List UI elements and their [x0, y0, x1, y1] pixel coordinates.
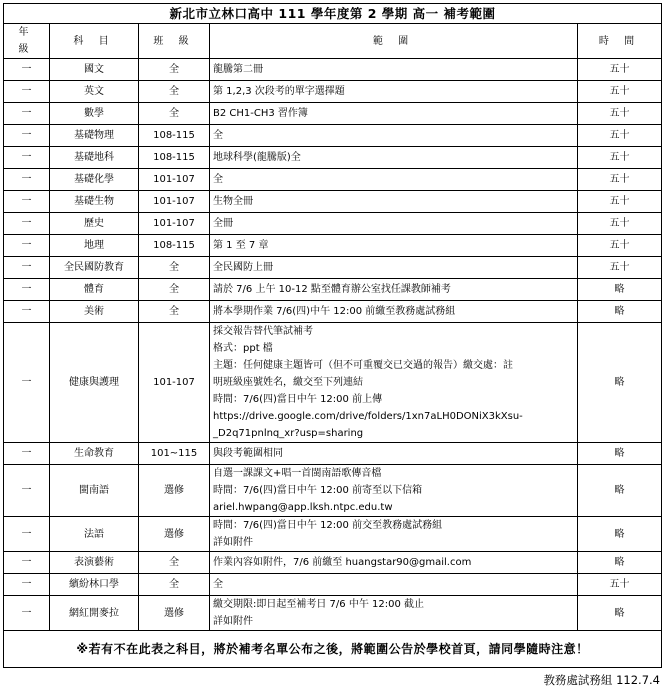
scope-line: https://drive.google.com/drive/folders/1xn7aLH0DONiX3kXsu-	[213, 411, 523, 422]
cell-grade: 一	[4, 596, 50, 631]
notice-text: ※若有不在此表之科目，將於補考名單公布之後，將範圍公告於學校首頁，請同學隨時注意！	[4, 631, 662, 668]
header-row	[4, 24, 662, 59]
table-row	[4, 301, 662, 323]
cell-time: 五十	[578, 235, 662, 257]
exam-document	[3, 3, 661, 668]
cell-class: 全	[139, 279, 210, 301]
cell-grade: 一	[4, 574, 50, 596]
scope-line: 詳如附件	[213, 616, 253, 627]
scope-line: 主題：任何健康主題皆可（但不可重覆交已交過的報告）繳交處：註	[213, 360, 513, 371]
cell-scope	[210, 301, 578, 323]
header-class: 班 級	[139, 24, 210, 59]
cell-grade: 一	[4, 125, 50, 147]
cell-grade: 一	[4, 323, 50, 443]
cell-time: 五十	[578, 81, 662, 103]
cell-time: 略	[578, 279, 662, 301]
scope-line: 與段考範圍相同	[213, 448, 283, 459]
table-row	[4, 257, 662, 279]
scope-line: 詳如附件	[213, 537, 253, 548]
footer-signature: 教務處試務組 112.7.4	[543, 673, 660, 687]
cell-time: 五十	[578, 59, 662, 81]
table-row	[4, 213, 662, 235]
cell-grade: 一	[4, 103, 50, 125]
scope-line: 作業內容如附件，7/6 前繳至 huangstar90@gmail.com	[213, 557, 472, 568]
cell-class: 全	[139, 81, 210, 103]
cell-subject: 閩南語	[50, 465, 139, 517]
table-row	[4, 465, 662, 517]
cell-grade: 一	[4, 147, 50, 169]
cell-grade: 一	[4, 552, 50, 574]
scope-line: 龍騰第二冊	[213, 64, 263, 75]
cell-grade: 一	[4, 257, 50, 279]
cell-grade: 一	[4, 81, 50, 103]
cell-grade: 一	[4, 443, 50, 465]
scope-line: ariel.hwpang@app.lksh.ntpc.edu.tw	[213, 502, 393, 513]
cell-class: 101-107	[139, 323, 210, 443]
cell-grade: 一	[4, 59, 50, 81]
cell-scope	[210, 103, 578, 125]
cell-time: 略	[578, 596, 662, 631]
scope-line: B2 CH1-CH3 習作簿	[213, 108, 308, 119]
scope-line: 時間：7/6(四)當日中午 12:00 前寄至以下信箱	[213, 485, 423, 496]
scope-line: 第 1 至 7 章	[213, 240, 269, 251]
cell-subject: 網紅開麥拉	[50, 596, 139, 631]
cell-class: 108-115	[139, 147, 210, 169]
scope-line: 繳交期限:即日起至補考日 7/6 中午 12:00 截止	[213, 599, 424, 610]
cell-time: 五十	[578, 147, 662, 169]
table-row	[4, 552, 662, 574]
scope-line: 生物全冊	[213, 196, 253, 207]
note-row	[4, 631, 662, 668]
cell-subject: 基礎物理	[50, 125, 139, 147]
cell-class: 全	[139, 103, 210, 125]
scope-line: 自選一課課文+唱一首閩南語歌傳音檔	[213, 468, 382, 479]
cell-subject: 基礎化學	[50, 169, 139, 191]
cell-time: 五十	[578, 103, 662, 125]
cell-class: 101-107	[139, 169, 210, 191]
cell-class: 選修	[139, 517, 210, 552]
scope-line: 採交報告替代筆試補考	[213, 326, 313, 337]
scope-line: 明班級座號姓名，繳交至下列連結	[213, 377, 363, 388]
cell-time: 五十	[578, 191, 662, 213]
cell-time: 略	[578, 443, 662, 465]
scope-line: 第 1,2,3 次段考的單字選擇題	[213, 86, 345, 97]
header-grade: 年 級	[4, 24, 50, 59]
cell-class: 全	[139, 59, 210, 81]
scope-line: _D2q71pnlnq_xr?usp=sharing	[213, 428, 364, 439]
cell-class: 101-107	[139, 213, 210, 235]
cell-time: 略	[578, 465, 662, 517]
scope-line: 格式：ppt 檔	[213, 343, 273, 354]
scope-line: 時間：7/6(四)當日中午 12:00 前交至教務處試務組	[213, 520, 443, 531]
cell-subject: 英文	[50, 81, 139, 103]
cell-grade: 一	[4, 191, 50, 213]
cell-class: 101~115	[139, 443, 210, 465]
cell-grade: 一	[4, 213, 50, 235]
header-subject: 科 目	[50, 24, 139, 59]
table-row	[4, 596, 662, 631]
cell-scope	[210, 552, 578, 574]
cell-scope	[210, 443, 578, 465]
scope-line: 地球科學(龍騰版)全	[213, 152, 301, 163]
cell-class: 全	[139, 552, 210, 574]
cell-scope	[210, 59, 578, 81]
table-row	[4, 235, 662, 257]
table-row	[4, 279, 662, 301]
cell-grade: 一	[4, 301, 50, 323]
scope-line: 全民國防上冊	[213, 262, 273, 273]
cell-scope	[210, 257, 578, 279]
scope-line: 全冊	[213, 218, 233, 229]
cell-grade: 一	[4, 279, 50, 301]
cell-subject: 數學	[50, 103, 139, 125]
cell-subject: 體育	[50, 279, 139, 301]
cell-scope	[210, 517, 578, 552]
cell-scope	[210, 596, 578, 631]
cell-class: 選修	[139, 465, 210, 517]
cell-scope	[210, 235, 578, 257]
cell-subject: 繽紛林口學	[50, 574, 139, 596]
cell-grade: 一	[4, 169, 50, 191]
cell-scope	[210, 213, 578, 235]
cell-subject: 法語	[50, 517, 139, 552]
cell-subject: 國文	[50, 59, 139, 81]
cell-subject: 基礎生物	[50, 191, 139, 213]
cell-time: 略	[578, 301, 662, 323]
table-row	[4, 103, 662, 125]
cell-subject: 全民國防教育	[50, 257, 139, 279]
page-title: 新北市立林口高中 111 學年度第 2 學期 高一 補考範圍	[4, 4, 662, 24]
makeup-exam-table	[3, 3, 662, 668]
scope-line: 全	[213, 174, 223, 185]
cell-class: 選修	[139, 596, 210, 631]
cell-subject: 地理	[50, 235, 139, 257]
table-row	[4, 59, 662, 81]
cell-subject: 歷史	[50, 213, 139, 235]
scope-line: 將本學期作業 7/6(四)中午 12:00 前繳至教務處試務組	[213, 306, 456, 317]
cell-time: 略	[578, 323, 662, 443]
header-time: 時 間	[578, 24, 662, 59]
cell-time: 五十	[578, 213, 662, 235]
cell-scope	[210, 279, 578, 301]
table-row	[4, 443, 662, 465]
cell-scope	[210, 125, 578, 147]
cell-subject: 表演藝術	[50, 552, 139, 574]
cell-class: 全	[139, 257, 210, 279]
scope-line: 全	[213, 130, 223, 141]
cell-subject: 美術	[50, 301, 139, 323]
cell-scope	[210, 169, 578, 191]
table-row	[4, 81, 662, 103]
cell-class: 108-115	[139, 235, 210, 257]
table-body	[4, 59, 662, 631]
cell-grade: 一	[4, 465, 50, 517]
cell-class: 全	[139, 301, 210, 323]
cell-time: 五十	[578, 574, 662, 596]
cell-class: 全	[139, 574, 210, 596]
table-row	[4, 169, 662, 191]
cell-class: 101-107	[139, 191, 210, 213]
cell-class: 108-115	[139, 125, 210, 147]
scope-line: 請於 7/6 上午 10-12 點至體育辦公室找任課教師補考	[213, 284, 451, 295]
cell-scope	[210, 465, 578, 517]
cell-time: 略	[578, 552, 662, 574]
cell-time: 五十	[578, 169, 662, 191]
scope-line: 全	[213, 579, 223, 590]
cell-scope	[210, 574, 578, 596]
table-row	[4, 517, 662, 552]
cell-time: 略	[578, 517, 662, 552]
table-row	[4, 147, 662, 169]
cell-scope	[210, 191, 578, 213]
cell-subject: 基礎地科	[50, 147, 139, 169]
cell-time: 五十	[578, 125, 662, 147]
cell-scope	[210, 81, 578, 103]
cell-time: 五十	[578, 257, 662, 279]
cell-scope	[210, 147, 578, 169]
header-scope: 範 圍	[210, 24, 578, 59]
table-row	[4, 191, 662, 213]
table-row	[4, 323, 662, 443]
table-row	[4, 125, 662, 147]
title-row	[4, 4, 662, 24]
cell-subject: 生命教育	[50, 443, 139, 465]
cell-subject: 健康與護理	[50, 323, 139, 443]
table-row	[4, 574, 662, 596]
cell-grade: 一	[4, 517, 50, 552]
scope-line: 時間：7/6(四)當日中午 12:00 前上傳	[213, 394, 383, 405]
cell-scope	[210, 323, 578, 443]
cell-grade: 一	[4, 235, 50, 257]
